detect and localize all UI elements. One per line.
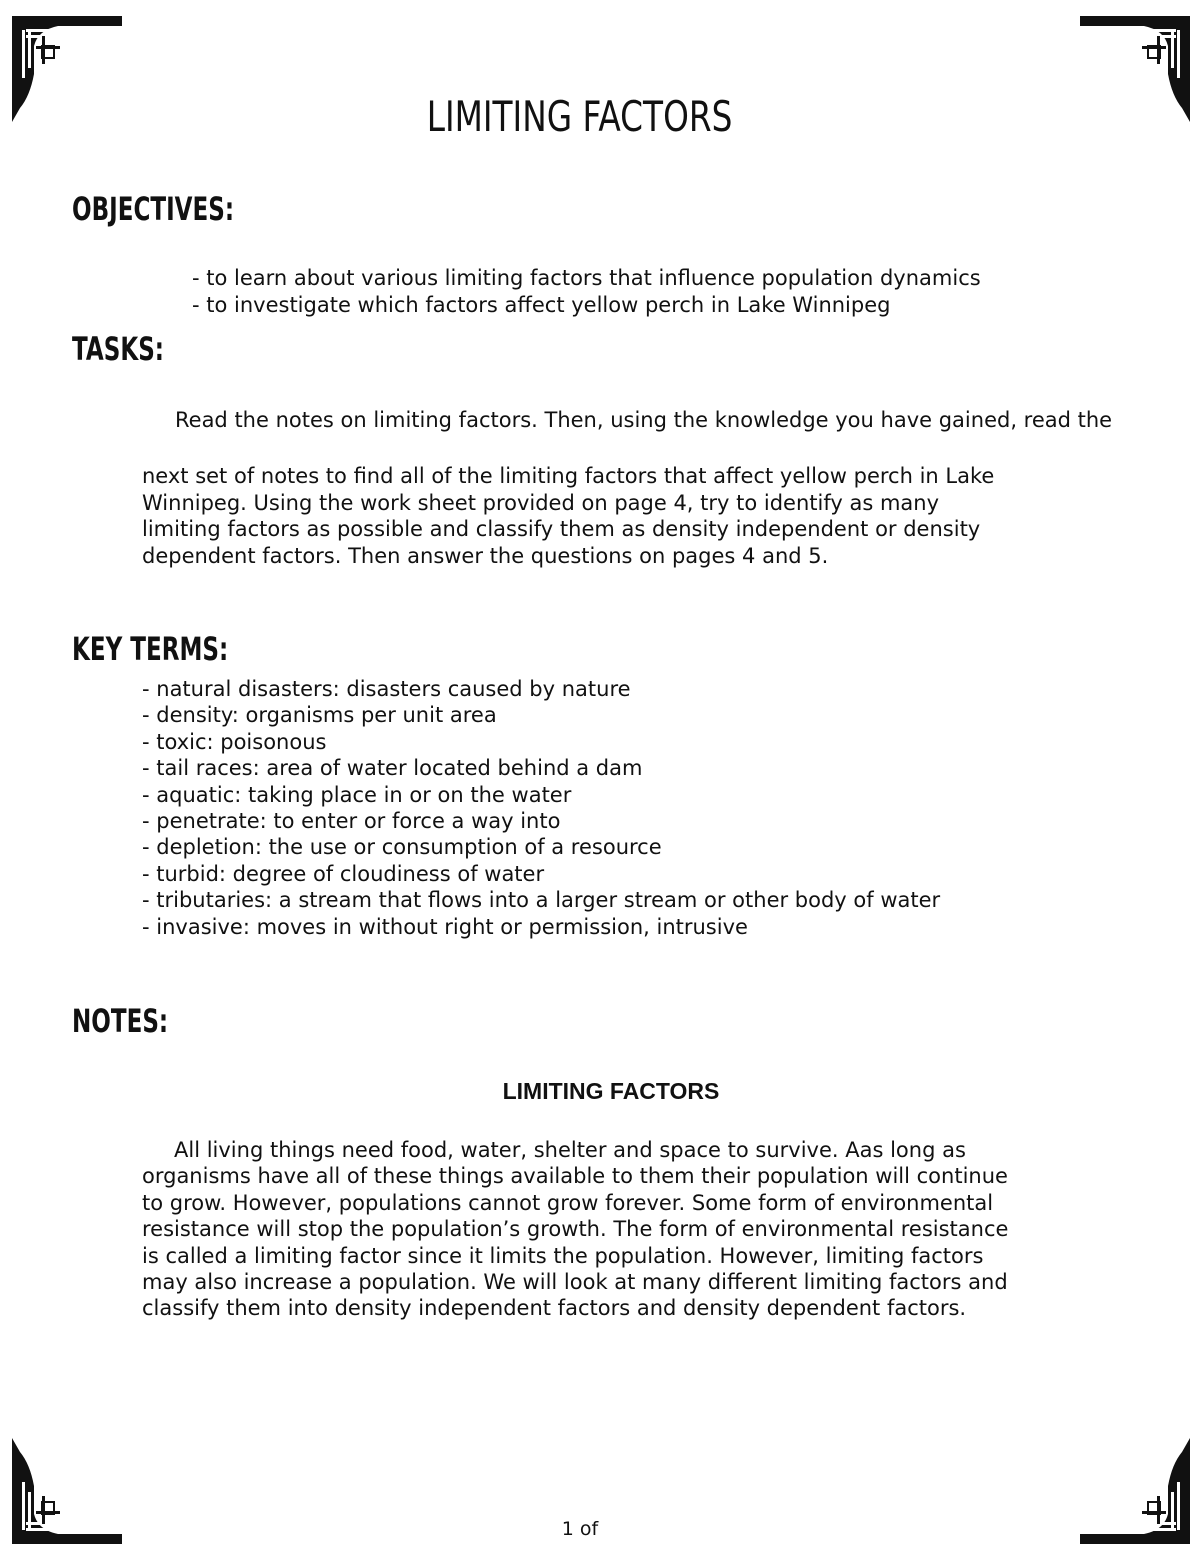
tasks-line: next set of notes to find all of the limiting factors that affect yellow perch in Lake xyxy=(142,464,995,488)
tasks-text xyxy=(142,463,994,569)
notes-line: resistance will stop the population’s growth. The form of environmental resistance xyxy=(142,1217,1009,1242)
key-terms-list xyxy=(142,676,940,940)
notes-line: may also increase a population. We will look at many different limiting factors and xyxy=(142,1269,1008,1294)
notes-subtitle: LIMITING FACTORS xyxy=(502,1078,720,1104)
key-term-item: - aquatic: taking place in or on the water xyxy=(142,782,572,807)
notes-line: organisms have all of these things available to them their population will continue xyxy=(142,1164,1008,1189)
corner-ornament-top-left-icon xyxy=(12,16,122,126)
key-term-item: - tributaries: a stream that flows into a larger stream or other body of water xyxy=(142,888,941,913)
key-term-item: - penetrate: to enter or force a way into xyxy=(142,808,561,833)
key-term-item: - turbid: degree of cloudiness of water xyxy=(142,861,545,886)
objective-item: - to learn about various limiting factors that influence population dynamics xyxy=(192,266,981,290)
key-term-item: - depletion: the use or consumption of a resource xyxy=(142,835,662,860)
tasks-line: dependent factors. Then answer the questions on pages 4 and 5. xyxy=(142,543,829,568)
notes-line: to grow. However, populations cannot grow forever. Some form of environmental xyxy=(142,1190,994,1215)
notes-paragraph xyxy=(142,1137,1008,1322)
objectives-heading: OBJECTIVES: xyxy=(72,190,235,228)
notes-line: is called a limiting factor since it limits the population. However, limiting factors xyxy=(142,1243,984,1268)
notes-heading: NOTES: xyxy=(72,1002,169,1040)
page-number: 1 of xyxy=(561,1518,599,1540)
objectives-list xyxy=(192,265,981,318)
objective-item: - to investigate which factors affect yellow perch in Lake Winnipeg xyxy=(192,292,891,317)
corner-ornament-top-right-icon xyxy=(1080,16,1190,126)
key-term-item: - natural disasters: disasters caused by nature xyxy=(142,677,631,701)
key-term-item: - tail races: area of water located behind a dam xyxy=(142,756,643,781)
tasks-heading: TASKS: xyxy=(72,330,165,368)
tasks-line: Winnipeg. Using the work sheet provided on page 4, try to identify as many xyxy=(142,490,940,515)
key-term-item: - density: organisms per unit area xyxy=(142,703,497,728)
page-title: LIMITING FACTORS xyxy=(426,92,733,141)
notes-line: All living things need food, water, shelter and space to survive. Aas long as xyxy=(174,1138,966,1162)
tasks-first-line: Read the notes on limiting factors. Then, using the knowledge you have gained, read the xyxy=(175,408,1113,432)
notes-line: classify them into density independent factors and density dependent factors. xyxy=(142,1296,967,1321)
tasks-line: limiting factors as possible and classify them as density independent or density xyxy=(142,517,981,541)
key-terms-heading: KEY TERMS: xyxy=(72,630,229,668)
key-term-item: - toxic: poisonous xyxy=(142,729,327,754)
key-term-item: - invasive: moves in without right or permission, intrusive xyxy=(142,914,748,939)
